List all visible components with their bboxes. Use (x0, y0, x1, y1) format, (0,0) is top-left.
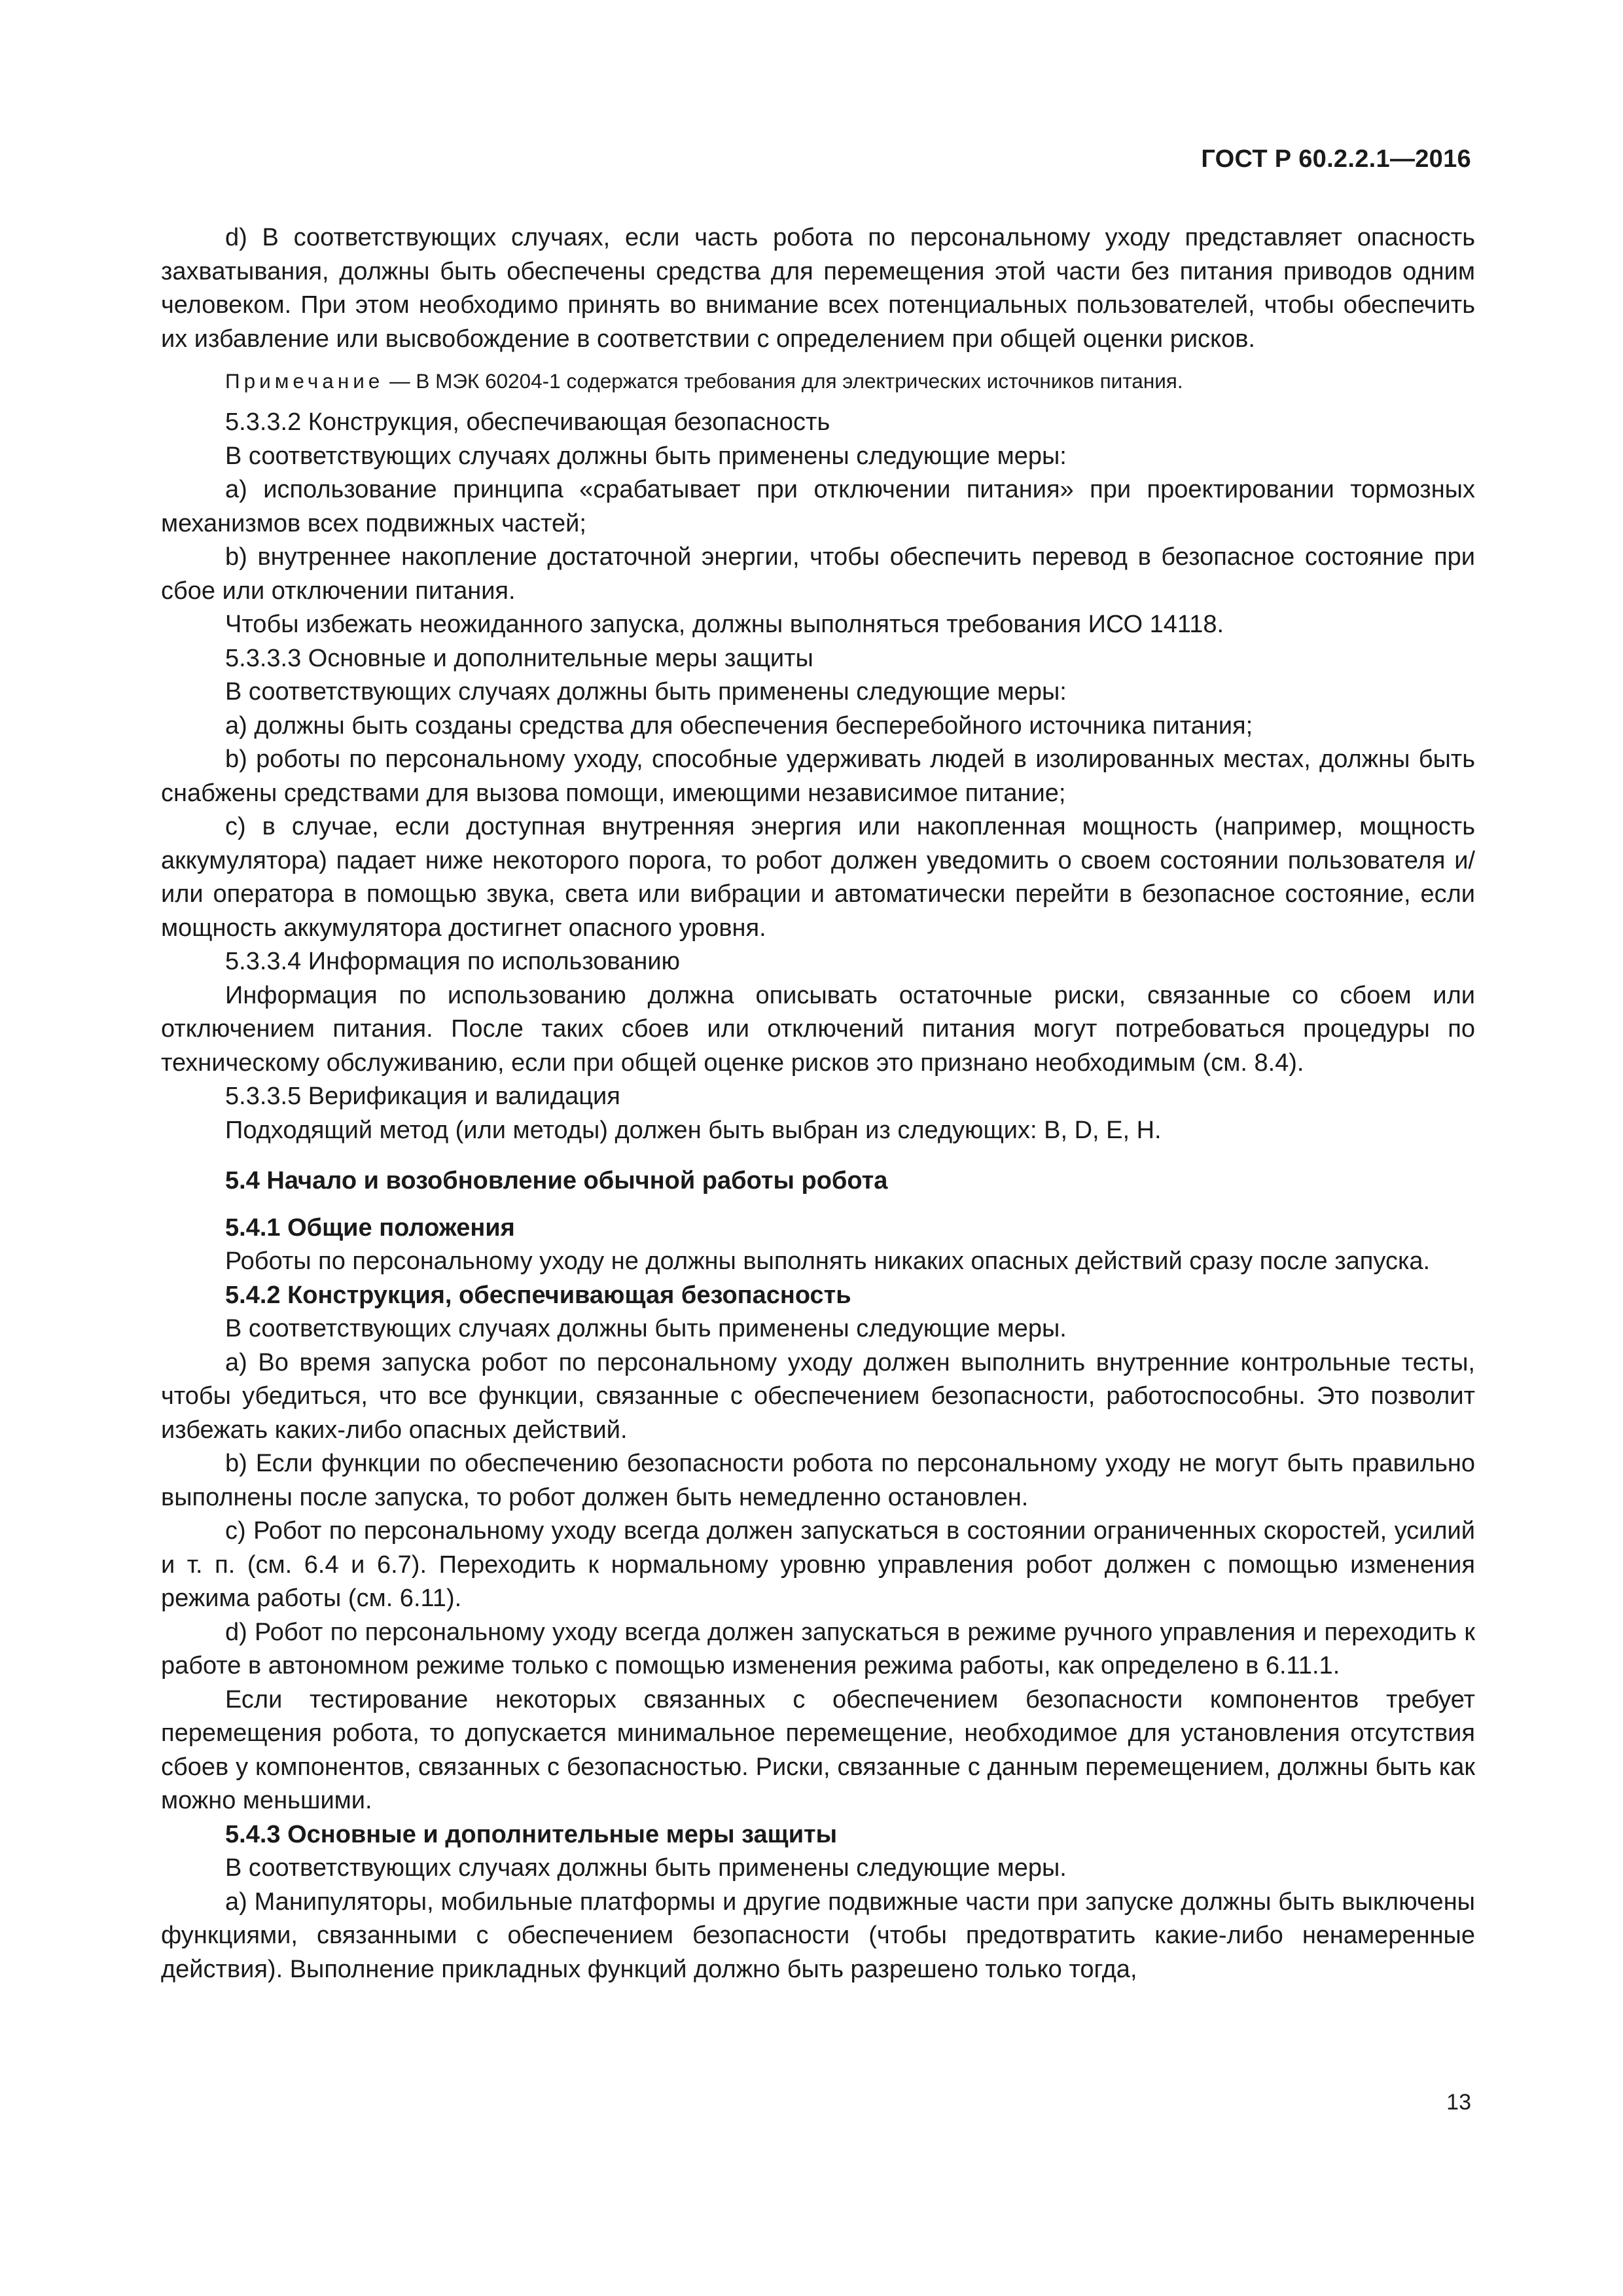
paragraph: Чтобы избежать неожиданного запуска, должны выполняться требования ИСО 14118. (225, 611, 1224, 638)
subsection-heading-5-3-3-2: 5.3.3.2 Конструкция, обеспечивающая безопасность (225, 408, 830, 436)
paragraph: В соответствующих случаях должны быть применены следующие меры: (225, 442, 1067, 470)
page-number: 13 (1446, 2090, 1471, 2115)
paragraph: Подходящий метод (или методы) должен быть выбран из следующих: В, D, E, H. (225, 1116, 1162, 1144)
list-item-c: c) в случае, если доступная внутренняя энергия или накопленная мощность (например, мощность аккумулятора) падает ниже некоторого порога, то робот должен уведомить о своем состоянии пользователя и/или оператора в помощью звука, света или вибрации и автоматически перейти в безопасное состояние, если мощность аккумулятора достигнет опасного уровня. (161, 813, 1475, 942)
subsection-heading-5-4-1: 5.4.1 Общие положения (225, 1213, 515, 1242)
paragraph-item-d-trapping: d) В соответствующих случаях, если часть робота по персональному уходу представляет опасность захватывания, должны быть обеспечены средства для перемещения этой части без питания приводов одним человеком. При этом необходимо принять во внимание всех потенциальных пользователей, чтобы обеспечить их избавление или высвобождение в соответствии с определением при общей оценки рисков. (161, 224, 1475, 353)
paragraph: В соответствующих случаях должны быть применены следующие меры: (225, 678, 1067, 706)
list-item-a: а) Во время запуска робот по персональному уходу должен выполнить внутренние контрольные тесты, чтобы убедиться, что все функции, связанные с обеспечением безопасности, работоспособны. Это позволит избежать каких-либо опасных действий. (161, 1348, 1475, 1444)
note-label: Примечание (225, 369, 384, 393)
section-heading-5-4: 5.4 Начало и возобновление обычной работы робота (225, 1167, 888, 1194)
note-text: — В МЭК 60204-1 содержатся требования для электрических источников питания. (389, 369, 1183, 393)
paragraph: Если тестирование некоторых связанных с обеспечением безопасности компонентов требует перемещения робота, то допускается минимальное перемещение, необходимое для установления отсутствия сбоев у компонентов, связанных с безопасностью. Риски, связанные с данным перемещением, должны быть как можно меньшими. (161, 1685, 1475, 1814)
subsection-heading-5-3-3-4: 5.3.3.4 Информация по использованию (225, 948, 681, 975)
list-item-c: c) Робот по персональному уходу всегда должен запускаться в состоянии ограниченных скоростей, усилий и т. п. (см. 6.4 и 6.7). Переходить к нормальному уровню управления робот должен с помощью изменения режима работы (см. 6.11). (161, 1517, 1475, 1612)
document-code: ГОСТ Р 60.2.2.1—2016 (1201, 145, 1471, 173)
paragraph: Роботы по персональному уходу не должны выполнять никаких опасных действий сразу после запуска. (225, 1247, 1431, 1275)
paragraph: Информация по использованию должна описывать остаточные риски, связанные со сбоем или отключением питания. После таких сбоев или отключений питания могут потребоваться процедуры по техническому обслуживанию, если при общей оценке рисков это признано необходимым (см. 8.4). (161, 981, 1475, 1077)
subsection-heading-5-4-3: 5.4.3 Основные и дополнительные меры защиты (225, 1820, 838, 1848)
paragraph: В соответствующих случаях должны быть применены следующие меры. (225, 1854, 1067, 1882)
list-item-b: b) внутреннее накопление достаточной энергии, чтобы обеспечить перевод в безопасное состояние при сбое или отключении питания. (161, 543, 1475, 605)
subsection-heading-5-3-3-5: 5.3.3.5 Верификация и валидация (225, 1083, 620, 1110)
subsection-heading-5-4-2: 5.4.2 Конструкция, обеспечивающая безопасность (225, 1281, 851, 1309)
list-item-a: а) Манипуляторы, мобильные платформы и другие подвижные части при запуске должны быть выключены функциями, связанными с обеспечением безопасности (чтобы предотвратить какие-либо ненамеренные действия). Выполнение прикладных функций должно быть разрешено только тогда, (161, 1888, 1475, 1983)
subsection-heading-5-3-3-3: 5.3.3.3 Основные и дополнительные меры защиты (225, 644, 813, 672)
list-item-a: а) использование принципа «срабатывает при отключении питания» при проектировании тормозных механизмов всех подвижных частей; (161, 476, 1475, 537)
list-item-a: а) должны быть созданы средства для обеспечения бесперебойного источника питания; (225, 711, 1253, 740)
document-body (161, 221, 1475, 1986)
note (161, 367, 1475, 395)
list-item-b: b) Если функции по обеспечению безопасности робота по персональному уходу не могут быть правильно выполнены после запуска, то робот должен быть немедленно остановлен. (161, 1450, 1475, 1511)
list-item-b: b) роботы по персональному уходу, способные удерживать людей в изолированных местах, должны быть снабжены средствами для вызова помощи, имеющими независимое питание; (161, 745, 1475, 807)
paragraph: В соответствующих случаях должны быть применены следующие меры. (225, 1315, 1067, 1342)
list-item-d: d) Робот по персональному уходу всегда должен запускаться в режиме ручного управления и переходить к работе в автономном режиме только с помощью изменения режима работы, как определено в 6.11.1. (161, 1618, 1475, 1679)
